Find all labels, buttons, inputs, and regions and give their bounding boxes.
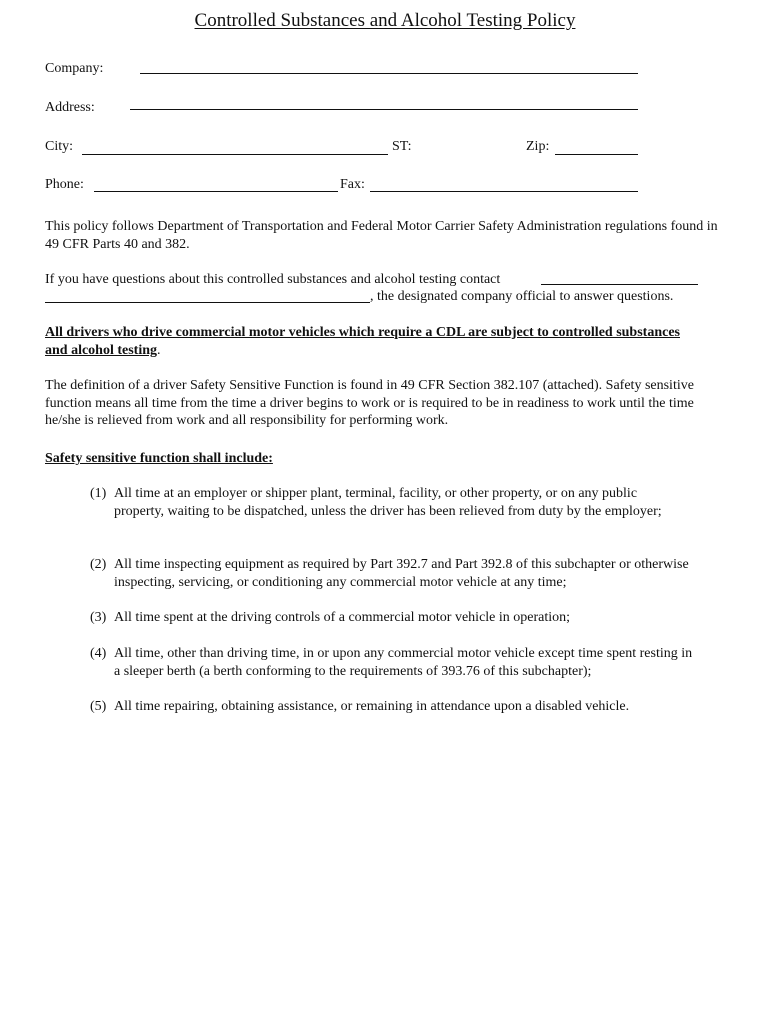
drivers-notice	[45, 324, 685, 359]
zip-label: Zip:	[526, 139, 550, 154]
list-item	[90, 556, 690, 591]
list-item-text: All time at an employer or shipper plant, terminal, facility, or other property, or on any public property, waiting to be dispatched, unless the driver has been relieved from duty by the employer;	[114, 486, 662, 519]
list-item-number: (5)	[90, 699, 107, 714]
address-label: Address:	[45, 100, 95, 115]
list-item-number: (2)	[90, 557, 107, 572]
list-item-number: (4)	[90, 646, 107, 661]
contact-text-line1: If you have questions about this controlled substances and alcohol testing contact	[45, 272, 501, 287]
list-heading: Safety sensitive function shall include:	[45, 451, 273, 466]
list-item	[90, 645, 700, 680]
document-title: Controlled Substances and Alcohol Testing Policy	[194, 10, 576, 31]
phone-field[interactable]	[94, 191, 338, 192]
company-label: Company:	[45, 61, 104, 76]
list-item-text: All time, other than driving time, in or upon any commercial motor vehicle except time spent resting in a sleeper berth (a berth conforming to the requirements of 393.76 of this subchapter);	[114, 646, 693, 679]
st-label: ST:	[392, 139, 412, 154]
list-item	[90, 698, 710, 716]
contact-text-line2: , the designated company official to answer questions.	[370, 289, 674, 304]
fax-field[interactable]	[370, 191, 638, 192]
list-item-text: All time spent at the driving controls of a commercial motor vehicle in operation;	[114, 610, 571, 625]
drivers-notice-text: All drivers who drive commercial motor vehicles which require a CDL are subject to controlled substances and alcohol testing	[45, 325, 680, 358]
list-item-text: All time repairing, obtaining assistance, or remaining in attendance upon a disabled vehicle.	[114, 699, 630, 714]
intro-paragraph: This policy follows Department of Transportation and Federal Motor Carrier Safety Administration regulations found in 49 CFR Parts 40 and 382.	[45, 219, 718, 252]
zip-field[interactable]	[555, 154, 638, 155]
contact-name-field-end[interactable]	[541, 284, 698, 285]
list-item-number: (1)	[90, 486, 107, 501]
definition-paragraph: The definition of a driver Safety Sensitive Function is found in 49 CFR Section 382.107 (attached). Safety sensitive function means all time from the time a driver begins to work or is required to be in readiness to work until the time he/she is relieved from work and all responsibility for performing work.	[45, 378, 694, 428]
list-item-number: (3)	[90, 610, 107, 625]
phone-label: Phone:	[45, 177, 84, 192]
city-field[interactable]	[82, 154, 388, 155]
city-label: City:	[45, 139, 74, 154]
company-field[interactable]	[140, 73, 638, 74]
list-item	[90, 485, 690, 520]
list-item	[90, 609, 710, 627]
contact-name-field[interactable]	[45, 302, 370, 303]
address-field[interactable]	[130, 109, 638, 110]
drivers-notice-period: .	[157, 342, 161, 358]
fax-label: Fax:	[340, 177, 365, 192]
list-item-text: All time inspecting equipment as required by Part 392.7 and Part 392.8 of this subchapter or otherwise inspecting, servicing, or conditioning any commercial motor vehicle at any time;	[114, 557, 689, 590]
